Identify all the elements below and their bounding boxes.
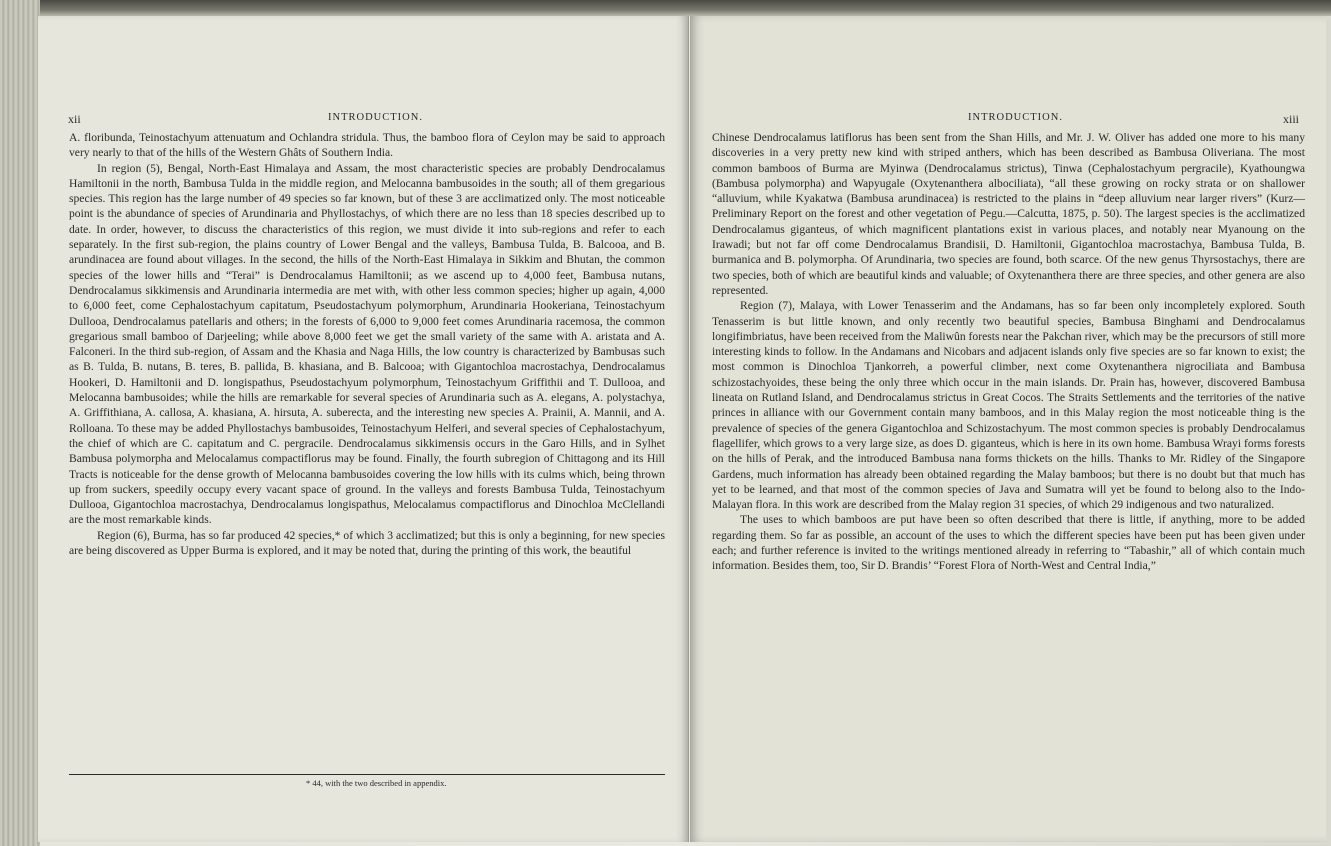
book-top-edge: [0, 0, 1331, 16]
right-page: [690, 16, 1326, 842]
right-paragraph-2: Region (7), Malaya, with Lower Tenasserim and the Andamans, has so far been only incompletely explored. South Tenasserim is but little known, and only recently two beautiful species, Bambusa Binghami and Dendrocalamus longifimbriatus, have been received from the Maliwûn forests near the Pakchan river, which may be the precursors of still more interesting kinds to follow. In the Andamans and Nicobars and adjacent islands only five species are so far known to exist; the most common is Dinochloa Tjankorreh, a powerful climber, next come Oxytenanthera nigrociliata and Bambusa schizostachyoides, these being the only three which occur in the main islands. Dr. Prain has, however, discovered Bambusa lineata on Rutland Island, and Dendrocalamus strictus in Great Cocos. The Straits Settlements and the territories of the native princes in alliance with our Government contain many bamboos, and in this Malay region the most noticeable thing is the prevalence of species of the genera Gigantochloa and Schizostachyum. The most common species is probably Dendrocalamus flagellifer, which grows to a very large size, as does D. giganteus, which is here in its own home. Bambusa Wrayi forms forests on the hills of Perak, and the introduced Bambusa nana forms thickets on the hills. Thanks to Mr. Ridley of the Singapore Gardens, much information has already been obtained regarding the Malay bamboos; but there is no doubt but that much has yet to be learned, and that most of the common species of Java and Sumatra will yet be found to belong also to the Indo-Malayan flora. In this work are described from the Malay region 31 species, of which 29 indigenous and two naturalized.: [712, 299, 1305, 512]
right-page-body: [712, 130, 1305, 574]
right-paragraph-1: Chinese Dendrocalamus latiflorus has been sent from the Shan Hills, and Mr. J. W. Oliver has added one more to his many discoveries in a very pretty new kind with striped anthers, which has been described as Bambusa Oliveriana. The most common bamboos of Burma are Myinwa (Dendrocalamus strictus), Tinwa (Cephalostachyum pergracile), Kyathoungwa (Bambusa polymorpha) and Wapyugale (Oxytenanthera albociliata), “all these growing on rocky strata or on shallower “alluvium, while Kyakatwa (Bambusa arundinacea) is restricted to the plains in “deep alluvium near larger rivers” (Kurz—Preliminary Report on the forest and other vegetation of Pegu.—Calcutta, 1875, p. 50). The largest species is the acclimatized Dendrocalamus giganteus, of which magnificent plantations exist in various places, and notably near Myanoung on the Irawadi; but not far off come Dendrocalamus Brandisii, D. Hamiltonii, Gigantochloa macrostachya, Bambusa Tulda, B. burmanica and B. polymorpha. Of Arundinaria, two species are found, both scarce. Of the new genus Thyrsostachys, there are two species, both of which are beautiful kinds and valuable; of Oxytenanthera there are three species, and other genera are also represented.: [712, 131, 1305, 297]
footnote-rule: [69, 774, 665, 775]
left-page-body: [69, 130, 665, 558]
left-page-number: xii: [68, 112, 81, 126]
right-running-head: INTRODUCTION.: [968, 112, 1063, 123]
page-edges-stack: [0, 0, 40, 846]
right-page-number: xiii: [1283, 112, 1300, 126]
left-paragraph-1: A. floribunda, Teinostachyum attenuatum and Ochlandra stridula. Thus, the bamboo flora of Ceylon may be said to approach very nearly to that of the hills of the Western Ghâts of Southern India.: [69, 131, 665, 160]
left-paragraph-3: Region (6), Burma, has so far produced 42 species,* of which 3 acclimatized; but this is only a beginning, for new species are being discovered as Upper Burma is explored, and it may be noted that, during the printing of this work, the beautiful: [69, 528, 665, 558]
right-paragraph-3: The uses to which bamboos are put have been so often described that there is little, if anything, more to be added regarding them. So far as possible, an account of the uses to which the different species have been put has been given under each; and further reference is invited to the writings mentioned already in referring to “Tabashir,” all of which contain much information. Besides them, too, Sir D. Brandis’ “Forest Flora of North-West and Central India,”: [712, 513, 1305, 573]
left-page: [38, 16, 689, 842]
left-paragraph-2: In region (5), Bengal, North-East Himalaya and Assam, the most characteristic species are probably Dendrocalamus Hamiltonii in the north, Bambusa Tulda in the middle region, and Melocanna bambusoides in the south; all of them gregarious species. This region has the large number of 49 species so far known, but of these 3 are acclimatized only. The most noticeable point is the abundance of species of Arundinaria and Phyllostachys, of which there are no less than 18 species described up to date. In order, however, to discuss the characteristics of this region, we must divide it into sub-regions and refer to each separately. In the first sub-region, the plains country of Lower Bengal and the valleys, Bambusa Tulda, B. Balcooa, and B. arundinacea are found about villages. In the second, the hills of the North-East Himalaya in Sikkim and Bhutan, the common species of the lower hills and “Terai” is Dendrocalamus Hamiltonii; as we ascend up to 4,000 feet, Bambusa nutans, Dendrocalamus sikkimensis and Arundinaria intermedia are met with, with other less common species; higher up again, 4,000 to 6,000 feet, come Cephalostachyum capitatum, Pseudostachyum polymorphum, Arundinaria Hookeriana, Teinostachyum Dullooa, Dendrocalamus patellaris and others; in the forests of 6,000 to 9,000 feet comes Arundinaria racemosa, the common gregarious small bamboo of Darjeeling; while above 8,000 feet we get the small variety of the same with A. aristata and A. Falconeri. In the third sub-region, of Assam and the Khasia and Naga Hills, the low country is characterized by Bambusas such as B. Tulda, B. nutans, B. teres, B. pallida, B. khasiana, and B. Balcooa; with Gigantochloa macrostachya, Dendrocalamus Hookeri, D. Hamiltonii and D. longispathus, Pseudostachyum polymorphum, Teinostachyum Griffithii and T. Dullooa, and Melocanna bambusoides; while the hills are remarkable for several species of Arundinaria such as A. elegans, A. polystachya, A. Griffithiana, A. callosa, A. khasiana, A. hirsuta, A. suberecta, and the interesting new species A. Prainii, A. Mannii, and A. Rolloana. To these may be added Phyllostachys bambusoides, Teinostachyum Helferi, and several species of Cephalostachyum, the chief of which are C. capitatum and C. pergracile. Dendrocalamus sikkimensis occurs in the Garo Hills, and in Sylhet Bambusa polymorpha and Melocalamus compactiflorus may be found. Finally, the fourth subregion of Chittagong and its Hill Tracts is noticeable for the dense growth of Melocanna bambusoides covering the low hills with its culms which, being thrown up from suckers, speedily occupy every vacant space of ground. In the valleys and forests Bambusa Tulda, Teinostachyum Dullooa, Gigantochloa macrostachya, Dendrocalamus longispathus, Melocalamus compactiflorus and Dinochloa McClellandi are the most remarkable kinds.: [69, 161, 665, 527]
footnote: * 44, with the two described in appendix.: [306, 778, 447, 788]
left-running-head: INTRODUCTION.: [328, 112, 423, 123]
